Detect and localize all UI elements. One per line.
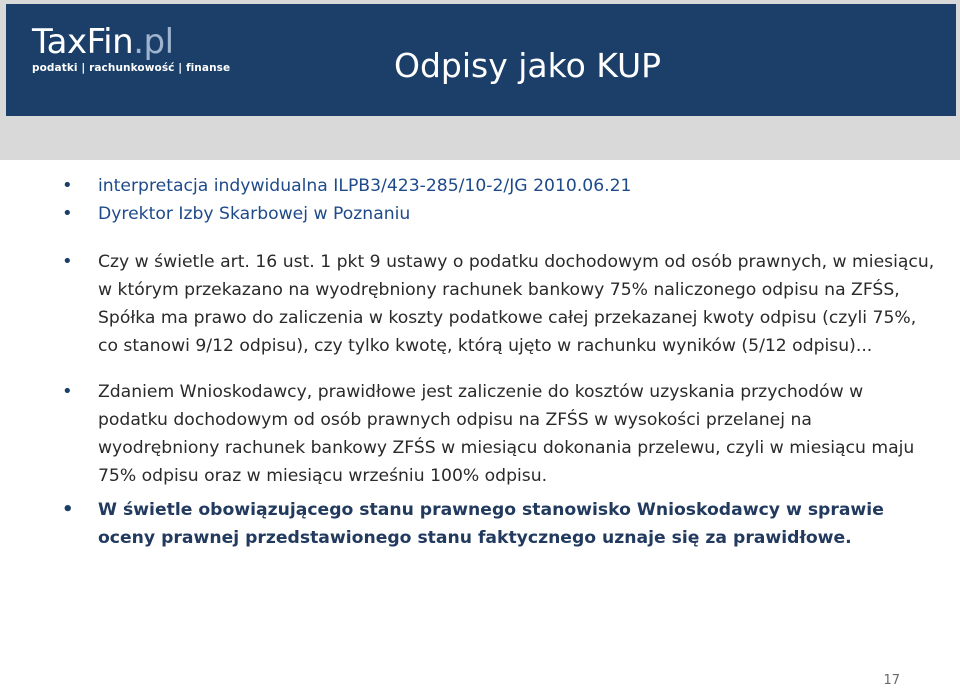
logo-wordmark <box>32 22 230 62</box>
header-bar <box>6 4 956 116</box>
bullet-director: • Dyrektor Izby Skarbowej w Poznaniu <box>58 200 938 228</box>
slide-content <box>58 172 938 552</box>
page-number: 17 <box>883 673 900 688</box>
header-background <box>0 0 960 160</box>
bullet-question: • Czy w świetle art. 16 ust. 1 pkt 9 ustawy o podatku dochodowym od osób prawnych, w miesiącu, w którym przekazano na wyodrębniony rachunek bankowy 75% naliczonego odpisu na ZFŚS, Spółka ma prawo do zaliczenia w koszty podatkowe całej przekazanej kwoty odpisu (czyli 75%, co stanowi 9/12 odpisu), czy tylko kwotę, którą ujęto w rachunku wyników (5/12 odpisu)... <box>58 248 938 360</box>
logo-tagline: podatki | rachunkowość | finanse <box>32 62 231 74</box>
logo-domain-text: .pl <box>133 22 174 62</box>
slide-title: Odpisy jako KUP <box>394 46 662 85</box>
bullet-interpretation: • interpretacja indywidualna ILPB3/423-285/10-2/JG 2010.06.21 <box>58 172 938 200</box>
bullet-conclusion: • W świetle obowiązującego stanu prawnego stanowisko Wnioskodawcy w sprawie oceny prawnej przedstawionego stanu faktycznego uznaje się za prawidłowe. <box>58 496 938 552</box>
taxfin-logo <box>32 22 230 74</box>
logo-main-text: TaxFin <box>32 22 134 62</box>
bullet-applicant-position: • Zdaniem Wnioskodawcy, prawidłowe jest zaliczenie do kosztów uzyskania przychodów w podatku dochodowym od osób prawnych odpisu na ZFŚS w wysokości przelanej na wyodrębniony rachunek bankowy ZFŚS w miesiącu dokonania przelewu, czyli w miesiącu maju 75% odpisu oraz w miesiącu wrześniu 100% odpisu. <box>58 378 938 490</box>
